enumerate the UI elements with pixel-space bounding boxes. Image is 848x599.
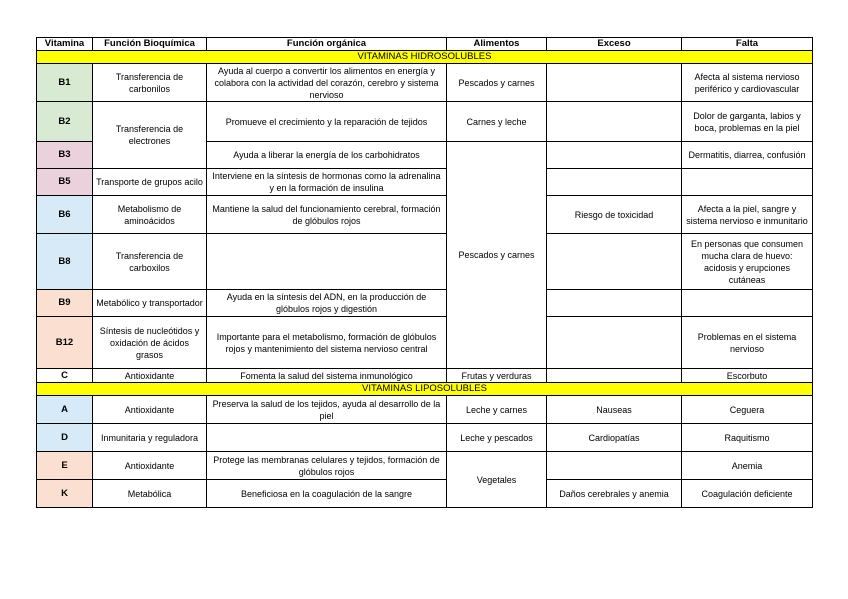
- alimentos-cell: Vegetales: [447, 452, 547, 508]
- table-row: [37, 452, 813, 480]
- falta-cell: Dermatitis, diarrea, confusión: [682, 142, 813, 169]
- table-row: [37, 369, 813, 383]
- exceso-cell: Nauseas: [547, 396, 682, 424]
- organica-cell: Fomenta la salud del sistema inmunológico: [207, 369, 447, 383]
- bioquimica-cell: Metabólico y transportador: [93, 290, 207, 317]
- table-row: [37, 396, 813, 424]
- section-title-hidrosolubles: VITAMINAS HIDROSOLUBLES: [37, 51, 813, 64]
- table-row: [37, 169, 813, 196]
- exceso-cell: Cardiopatías: [547, 424, 682, 452]
- header-vitamina: Vitamina: [37, 38, 93, 51]
- exceso-cell: [547, 169, 682, 196]
- falta-cell: Anemia: [682, 452, 813, 480]
- vitamin-cell: B3: [37, 142, 93, 169]
- exceso-cell: Daños cerebrales y anemia: [547, 480, 682, 508]
- section-row-hidrosolubles: [37, 51, 813, 64]
- header-row: [37, 38, 813, 51]
- table-row: [37, 64, 813, 102]
- bioquimica-cell: Inmunitaria y reguladora: [93, 424, 207, 452]
- alimentos-cell: Carnes y leche: [447, 102, 547, 142]
- exceso-cell: [547, 317, 682, 369]
- vitamin-cell: K: [37, 480, 93, 508]
- bioquimica-cell: Antioxidante: [93, 369, 207, 383]
- organica-cell: Ayuda en la síntesis del ADN, en la producción de glóbulos rojos y digestión: [207, 290, 447, 317]
- table-row: [37, 424, 813, 452]
- table-row: [37, 480, 813, 508]
- bioquimica-cell: Transporte de grupos acilo: [93, 169, 207, 196]
- alimentos-cell: Leche y carnes: [447, 396, 547, 424]
- organica-cell: Ayuda a liberar la energía de los carbohidratos: [207, 142, 447, 169]
- section-row-liposolubles: [37, 383, 813, 396]
- alimentos-cell: Frutas y verduras: [447, 369, 547, 383]
- vitamin-cell: B1: [37, 64, 93, 102]
- bioquimica-cell: Metabolismo de aminoácidos: [93, 196, 207, 234]
- bioquimica-cell: Transferencia de carboxilos: [93, 234, 207, 290]
- organica-cell: Importante para el metabolismo, formación de glóbulos rojos y mantenimiento del sistema nervioso central: [207, 317, 447, 369]
- exceso-cell: [547, 142, 682, 169]
- exceso-cell: [547, 64, 682, 102]
- vitamin-cell: D: [37, 424, 93, 452]
- vitamin-cell: E: [37, 452, 93, 480]
- organica-cell: Beneficiosa en la coagulación de la sangre: [207, 480, 447, 508]
- organica-cell: Promueve el crecimiento y la reparación de tejidos: [207, 102, 447, 142]
- falta-cell: Raquitismo: [682, 424, 813, 452]
- organica-cell: [207, 424, 447, 452]
- alimentos-cell: Pescados y carnes: [447, 142, 547, 369]
- table-row: [37, 317, 813, 369]
- falta-cell: Ceguera: [682, 396, 813, 424]
- bioquimica-cell: Antioxidante: [93, 396, 207, 424]
- vitamin-cell: B9: [37, 290, 93, 317]
- organica-cell: Preserva la salud de los tejidos, ayuda al desarrollo de la piel: [207, 396, 447, 424]
- header-funcion-organica: Función orgánica: [207, 38, 447, 51]
- exceso-cell: [547, 369, 682, 383]
- falta-cell: En personas que consumen mucha clara de huevo: acidosis y erupciones cutáneas: [682, 234, 813, 290]
- bioquimica-cell: Síntesis de nucleótidos y oxidación de ácidos grasos: [93, 317, 207, 369]
- vitamin-cell: B5: [37, 169, 93, 196]
- vitamin-cell: B8: [37, 234, 93, 290]
- section-title-liposolubles: VITAMINAS LIPOSOLUBLES: [37, 383, 813, 396]
- falta-cell: Coagulación deficiente: [682, 480, 813, 508]
- alimentos-cell: Pescados y carnes: [447, 64, 547, 102]
- organica-cell: Protege las membranas celulares y tejidos, formación de glóbulos rojos: [207, 452, 447, 480]
- falta-cell: Escorbuto: [682, 369, 813, 383]
- exceso-cell: [547, 290, 682, 317]
- falta-cell: [682, 169, 813, 196]
- vitamin-cell: A: [37, 396, 93, 424]
- exceso-cell: [547, 452, 682, 480]
- vitamin-cell: B12: [37, 317, 93, 369]
- bioquimica-cell: Antioxidante: [93, 452, 207, 480]
- organica-cell: Mantiene la salud del funcionamiento cerebral, formación de glóbulos rojos: [207, 196, 447, 234]
- exceso-cell: [547, 102, 682, 142]
- falta-cell: Afecta a la piel, sangre y sistema nervioso e inmunitario: [682, 196, 813, 234]
- falta-cell: Problemas en el sistema nervioso: [682, 317, 813, 369]
- exceso-cell: Riesgo de toxicidad: [547, 196, 682, 234]
- header-funcion-bioquimica: Función Bioquímica: [93, 38, 207, 51]
- organica-cell: [207, 234, 447, 290]
- alimentos-cell: Leche y pescados: [447, 424, 547, 452]
- table-row: [37, 102, 813, 142]
- falta-cell: Afecta al sistema nervioso periférico y cardiovascular: [682, 64, 813, 102]
- bioquimica-cell: Metabólica: [93, 480, 207, 508]
- organica-cell: Ayuda al cuerpo a convertir los alimentos en energía y colabora con la actividad del corazón, cerebro y sistema nervioso: [207, 64, 447, 102]
- header-exceso: Exceso: [547, 38, 682, 51]
- header-alimentos: Alimentos: [447, 38, 547, 51]
- vitamin-cell: B6: [37, 196, 93, 234]
- bioquimica-cell: Transferencia de electrones: [93, 102, 207, 169]
- vitamin-table: [36, 37, 813, 508]
- exceso-cell: [547, 234, 682, 290]
- table-row: [37, 290, 813, 317]
- bioquimica-cell: Transferencia de carbonilos: [93, 64, 207, 102]
- vitamin-cell: C: [37, 369, 93, 383]
- table-row: [37, 234, 813, 290]
- vitamin-cell: B2: [37, 102, 93, 142]
- falta-cell: [682, 290, 813, 317]
- falta-cell: Dolor de garganta, labios y boca, problemas en la piel: [682, 102, 813, 142]
- header-falta: Falta: [682, 38, 813, 51]
- organica-cell: Interviene en la síntesis de hormonas como la adrenalina y en la formación de insulina: [207, 169, 447, 196]
- table-row: [37, 196, 813, 234]
